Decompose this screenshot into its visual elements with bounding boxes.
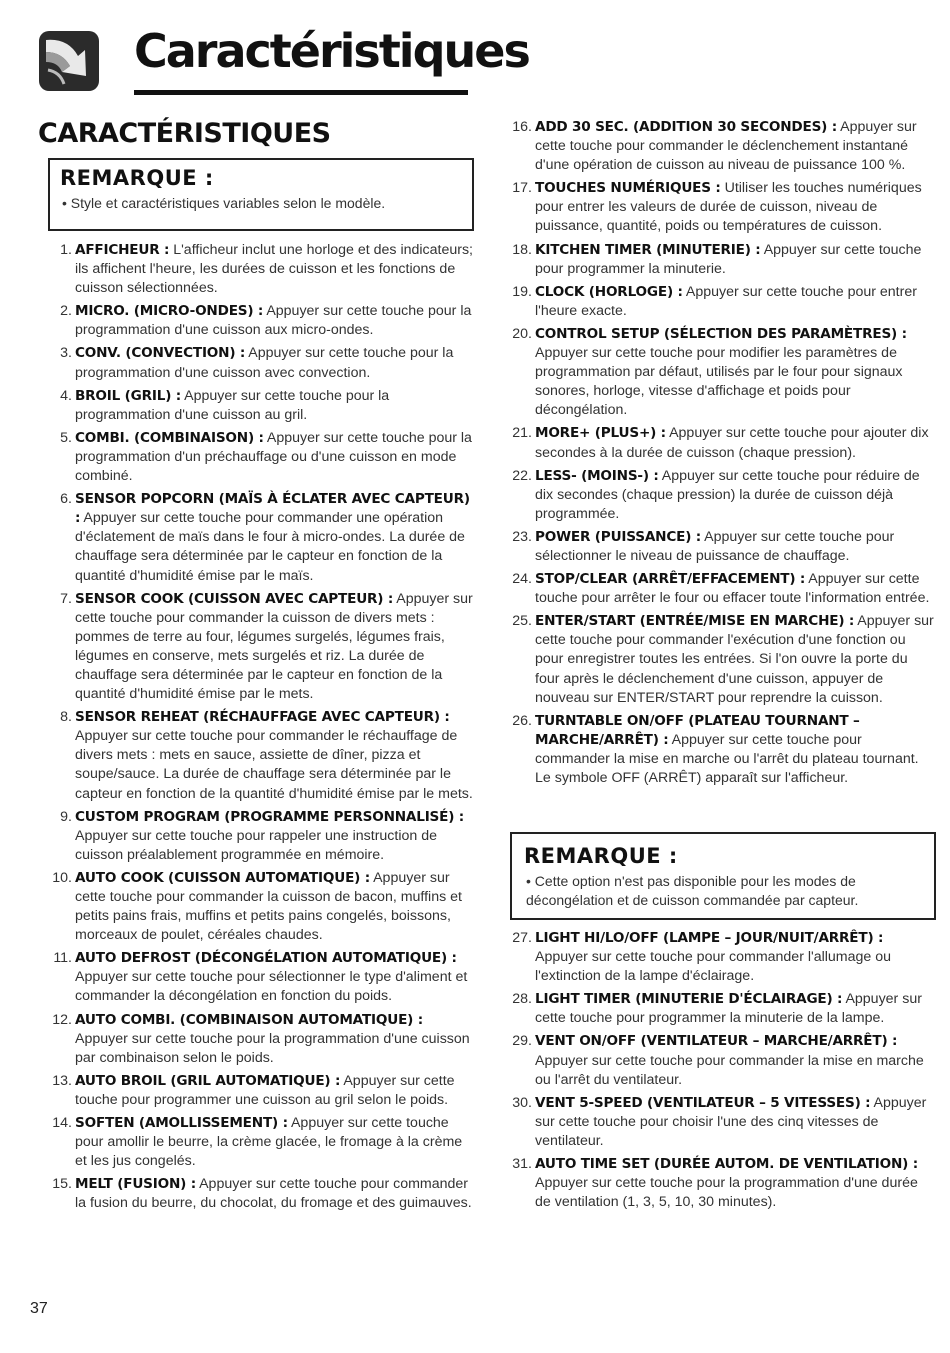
feature-label: CUSTOM PROGRAM (PROGRAMME PERSONNALISÉ) : bbox=[75, 808, 465, 825]
feature-label: AFFICHEUR : bbox=[75, 242, 170, 258]
feature-item bbox=[510, 612, 935, 707]
feature-label: AUTO COOK (CUISSON AUTOMATIQUE) : bbox=[75, 869, 370, 886]
feature-number: 3. bbox=[60, 345, 72, 362]
feature-label: SENSOR POPCORN (MAÏS À ÉCLATER AVEC CAPTEUR) : bbox=[75, 491, 470, 527]
feature-description: Appuyer sur cette touche pour sélectionner le type d'aliment et commander la décongélation en fonction du poids. bbox=[75, 969, 468, 1005]
feature-number: 20. bbox=[512, 325, 532, 342]
note-title: REMARQUE : bbox=[524, 844, 678, 868]
feature-description: Appuyer sur cette touche pour commander l'exécution d'une fonction ou pour enregistrer toutes les entrées. Si l'on ouvre la porte du four après le déclenchement d'une cuisson, appuyer de nouveau sur ENTER/START pour reprendre la cuisson. bbox=[535, 613, 934, 706]
feature-label: AUTO COMBI. (COMBINAISON AUTOMATIQUE) : bbox=[75, 1011, 423, 1028]
feature-label: AUTO DEFROST (DÉCONGÉLATION AUTOMATIQUE) : bbox=[75, 950, 457, 967]
feature-item bbox=[50, 949, 474, 1006]
feature-label: MORE+ (PLUS+) : bbox=[535, 425, 666, 442]
feature-item bbox=[510, 929, 935, 986]
feature-number: 28. bbox=[512, 991, 532, 1008]
feature-number: 11. bbox=[53, 950, 72, 967]
feature-description: L'afficheur inclut une horloge et des indicateurs; ils affichent l'heure, les durées de cuisson et les fonctions de cuisson sélectionnées. bbox=[75, 242, 473, 297]
feature-number: 19. bbox=[512, 283, 532, 300]
feature-number: 8. bbox=[60, 709, 72, 726]
feature-number: 5. bbox=[60, 429, 72, 446]
feature-number: 15. bbox=[52, 1176, 72, 1193]
feature-description: Appuyer sur cette touche pour la programmation d'une cuisson aux micro-ondes. bbox=[75, 303, 472, 339]
page-title: Caractéristiques bbox=[134, 24, 529, 78]
feature-description: Appuyer sur cette touche pour la programmation d'une cuisson avec convection. bbox=[75, 345, 454, 381]
feature-item bbox=[510, 1094, 935, 1151]
page-number: 37 bbox=[30, 1300, 48, 1317]
feature-description: Appuyer sur cette touche pour réduire de dix secondes (chaque pression) la durée de cuisson déjà programmée. bbox=[535, 467, 920, 522]
feature-description: Appuyer sur cette touche pour amollir le beurre, la crème glacée, le fromage à la crème et les jus congelés. bbox=[75, 1115, 463, 1170]
feature-number: 22. bbox=[512, 467, 532, 484]
feature-item bbox=[50, 344, 474, 382]
feature-label: SOFTEN (AMOLLISSEMENT) : bbox=[75, 1115, 288, 1132]
feature-description: Appuyer sur cette touche pour commander une opération d'éclatement de maïs dans le four à micro-ondes. La durée de chauffage sera déterminée par le capteur en fonction de la quantité d'humidité émise par le maïs. bbox=[75, 510, 465, 584]
features-list-left bbox=[50, 241, 474, 1218]
feature-number: 27. bbox=[512, 930, 532, 946]
feature-description: Appuyer sur cette touche pour la programmation d'une cuisson par combinaison selon le poids. bbox=[75, 1030, 470, 1066]
feature-item bbox=[50, 302, 474, 340]
feature-description: Appuyer sur cette touche pour programmer la minuterie de la lampe. bbox=[535, 991, 922, 1027]
feature-number: 13. bbox=[52, 1072, 72, 1089]
feature-item bbox=[510, 528, 935, 566]
feature-number: 4. bbox=[60, 387, 72, 404]
feature-label: ADD 30 SEC. (ADDITION 30 SECONDES) : bbox=[535, 119, 837, 135]
feature-item bbox=[510, 570, 935, 608]
feature-item bbox=[510, 1155, 935, 1212]
page-header bbox=[38, 18, 529, 93]
feature-description: Appuyer sur cette touche pour entrer l'heure exacte. bbox=[535, 283, 917, 319]
feature-label: TURNTABLE ON/OFF (PLATEAU TOURNANT – MARCHE/ARRÊT) : bbox=[535, 712, 860, 748]
note-text: • Style et caractéristiques variables selon le modèle. bbox=[62, 195, 386, 211]
feature-item bbox=[50, 869, 474, 945]
feature-item bbox=[50, 708, 474, 803]
feature-description: Appuyer sur cette touche pour choisir l'une des cinq vitesses de ventilateur. bbox=[535, 1094, 927, 1149]
feature-number: 18. bbox=[512, 241, 532, 258]
feature-item bbox=[510, 467, 935, 524]
feature-description: Appuyer sur cette touche pour ajouter dix secondes à la durée de cuisson (chaque pression). bbox=[535, 425, 929, 461]
feature-number: 24. bbox=[512, 571, 532, 588]
feature-label: CONV. (CONVECTION) : bbox=[75, 345, 246, 362]
feature-number: 6. bbox=[60, 491, 72, 508]
feature-description: Appuyer sur cette touche pour commander l'allumage ou l'extinction de la lampe d'éclairage. bbox=[535, 949, 892, 985]
note-box-style bbox=[48, 158, 474, 231]
feature-item bbox=[50, 808, 474, 865]
feature-item bbox=[510, 712, 935, 788]
feature-number: 25. bbox=[512, 613, 532, 630]
feature-item bbox=[50, 429, 474, 486]
feature-number: 1. bbox=[60, 242, 72, 258]
feature-number: 10. bbox=[52, 869, 72, 886]
feature-number: 26. bbox=[512, 712, 532, 729]
feature-item bbox=[50, 387, 474, 425]
feature-label: VENT 5-SPEED (VENTILATEUR – 5 VITESSES) : bbox=[535, 1094, 871, 1111]
feature-item bbox=[510, 241, 935, 279]
feature-item bbox=[510, 179, 935, 236]
feature-label: MICRO. (MICRO-ONDES) : bbox=[75, 303, 264, 320]
feature-label: SENSOR COOK (CUISSON AVEC CAPTEUR) : bbox=[75, 590, 394, 607]
feature-item bbox=[510, 990, 935, 1028]
feature-item bbox=[50, 490, 474, 585]
feature-label: MELT (FUSION) : bbox=[75, 1176, 196, 1193]
feature-label: KITCHEN TIMER (MINUTERIE) : bbox=[535, 241, 761, 258]
feature-description: Utiliser les touches numériques pour entrer les valeurs de durée de cuisson, niveau de puissance, quantité, poids ou températures de cuisson. bbox=[535, 180, 922, 235]
feature-description: Appuyer sur cette touche pour programmer une cuisson au gril selon le poids. bbox=[75, 1072, 455, 1108]
feature-description: Appuyer sur cette touche pour la programmation d'une durée de ventilation (1, 3, 5, 10, 30 minutes). bbox=[535, 1175, 918, 1211]
note-box-turntable bbox=[510, 832, 936, 920]
feature-description: Appuyer sur cette touche pour rappeler une instruction de cuisson préalablement programmée en mémoire. bbox=[75, 827, 438, 863]
feature-description: Appuyer sur cette touche pour commander le réchauffage de divers mets : mets en sauce, assiette de dîner, pizza et soupe/sauce. La durée de chauffage sera déterminée par le capteur en fonction de la quantité d'humidité émise par le mets. bbox=[75, 728, 473, 802]
feature-number: 12. bbox=[52, 1011, 72, 1028]
feature-description: Appuyer sur cette touche pour commander la cuisson de bacon, muffins et petits pains frais, muffins et petits pains congelés, boissons, morceaux de poulet, céréales chaudes. bbox=[75, 869, 462, 944]
feature-label: STOP/CLEAR (ARRÊT/EFFACEMENT) : bbox=[535, 571, 806, 588]
feature-description: Appuyer sur cette touche pour programmer la minuterie. bbox=[535, 241, 922, 277]
note-title: REMARQUE : bbox=[60, 166, 214, 190]
feature-description: Appuyer sur cette touche pour commander la mise en marche ou l'arrêt du plateau tournant. Le symbole OFF (ARRÊT) apparaît sur l'afficheur. bbox=[535, 731, 919, 786]
feature-label: CLOCK (HORLOGE) : bbox=[535, 283, 683, 300]
feature-item bbox=[510, 325, 935, 420]
feature-label: CONTROL SETUP (SÉLECTION DES PARAMÈTRES) : bbox=[535, 325, 907, 342]
feature-description: Appuyer sur cette touche pour la programmation d'une cuisson au gril. bbox=[75, 387, 390, 423]
feature-number: 2. bbox=[60, 303, 72, 320]
feature-number: 21. bbox=[512, 425, 532, 442]
feature-item bbox=[50, 241, 474, 298]
feature-label: TOUCHES NUMÉRIQUES : bbox=[535, 180, 721, 197]
feature-item bbox=[50, 1175, 474, 1213]
feature-label: AUTO BROIL (GRIL AUTOMATIQUE) : bbox=[75, 1072, 341, 1089]
feature-label: BROIL (GRIL) : bbox=[75, 387, 181, 404]
feature-description: Appuyer sur cette touche pour la programmation d'un préchauffage ou d'une cuisson en mode combiné. bbox=[75, 429, 472, 485]
arrow-pointer-icon bbox=[38, 30, 100, 92]
feature-item bbox=[50, 1011, 474, 1068]
feature-item bbox=[510, 118, 935, 175]
feature-item bbox=[50, 590, 474, 705]
feature-number: 30. bbox=[512, 1094, 532, 1111]
feature-description: Appuyer sur cette touche pour modifier les paramètres de programmation par défaut, utilisés par le four pour signaux sonores, horloge, vitesse d'affichage et poids pour décongélation. bbox=[535, 345, 903, 419]
feature-item bbox=[50, 1114, 474, 1171]
feature-label: POWER (PUISSANCE) : bbox=[535, 528, 701, 545]
feature-number: 23. bbox=[512, 528, 532, 545]
section-title: CARACTÉRISTIQUES bbox=[38, 118, 331, 149]
feature-description: Appuyer sur cette touche pour arrêter le four ou effacer toute l'information entrée. bbox=[535, 571, 930, 607]
feature-number: 29. bbox=[512, 1033, 532, 1050]
note-text: • Cette option n'est pas disponible pour les modes de décongélation et de cuisson commandée par capteur. bbox=[526, 873, 859, 908]
feature-description: Appuyer sur cette touche pour commander la cuisson de divers mets : pommes de terre au four, légumes surgelés, légumes frais, légumes en conserve, mets surgelés et riz. La durée de chauffage sera déterminée par le capteur en fonction de la quantité d'humidité émise par le mets. bbox=[75, 590, 473, 703]
feature-label: AUTO TIME SET (DURÉE AUTOM. DE VENTILATION) : bbox=[535, 1156, 918, 1173]
feature-label: LIGHT HI/LO/OFF (LAMPE – JOUR/NUIT/ARRÊT) : bbox=[535, 930, 884, 946]
feature-number: 7. bbox=[60, 590, 72, 607]
feature-number: 9. bbox=[60, 808, 72, 825]
title-underline bbox=[134, 90, 468, 95]
feature-label: LIGHT TIMER (MINUTERIE D'ÉCLAIRAGE) : bbox=[535, 991, 843, 1008]
feature-description: Appuyer sur cette touche pour sélectionner le niveau de puissance de chauffage. bbox=[535, 528, 895, 564]
feature-number: 31. bbox=[512, 1156, 532, 1173]
features-list-right bbox=[510, 118, 935, 792]
feature-description: Appuyer sur cette touche pour commander la mise en marche ou l'arrêt du ventilateur. bbox=[535, 1052, 924, 1088]
feature-item bbox=[510, 1032, 935, 1089]
feature-item bbox=[510, 424, 935, 462]
features-list-right-bottom bbox=[510, 929, 935, 1216]
feature-label: VENT ON/OFF (VENTILATEUR – MARCHE/ARRÊT) : bbox=[535, 1033, 898, 1050]
feature-number: 14. bbox=[52, 1115, 72, 1132]
feature-label: LESS- (MOINS-) : bbox=[535, 467, 659, 484]
feature-item bbox=[50, 1072, 474, 1110]
feature-number: 17. bbox=[512, 180, 532, 197]
feature-number: 16. bbox=[512, 119, 532, 135]
feature-description: Appuyer sur cette touche pour commander le déclenchement instantané d'une opération de cuisson au niveau de puissance 100 %. bbox=[535, 119, 917, 174]
feature-label: COMBI. (COMBINAISON) : bbox=[75, 429, 264, 446]
feature-label: SENSOR REHEAT (RÉCHAUFFAGE AVEC CAPTEUR) : bbox=[75, 709, 450, 726]
feature-item bbox=[510, 283, 935, 321]
feature-label: ENTER/START (ENTRÉE/MISE EN MARCHE) : bbox=[535, 613, 855, 630]
feature-description: Appuyer sur cette touche pour commander la fusion du beurre, du chocolat, du fromage et des guimauves. bbox=[75, 1176, 472, 1212]
